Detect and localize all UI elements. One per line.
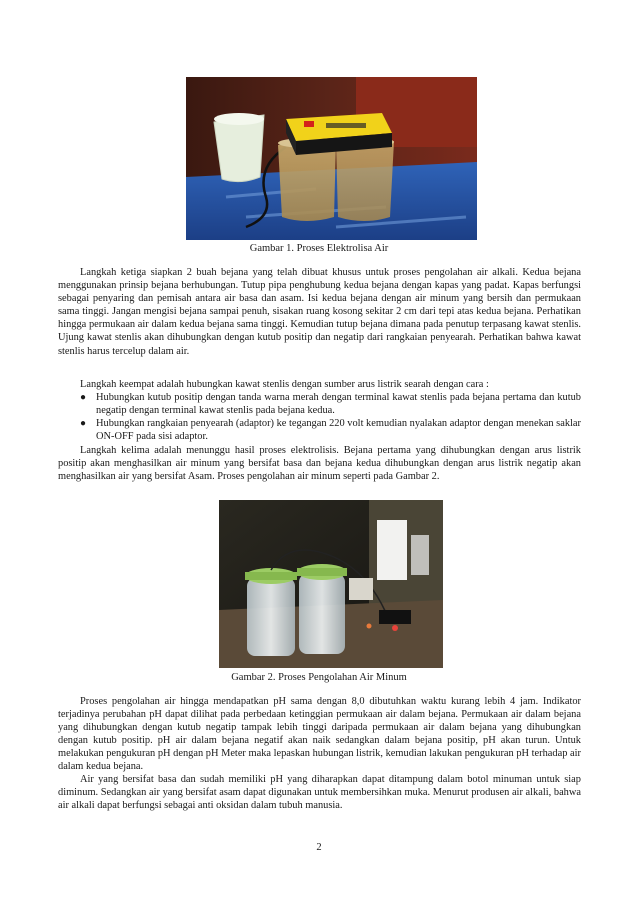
instruction-list (58, 391, 581, 443)
paragraph-proses-pengolahan: Proses pengolahan air hingga mendapatkan pH sama dengan 8,0 dibutuhkan waktu kurang lebih 4 jam. Indikator terjadinya perubahan pH dapat dilihat pada perbedaan ketinggian permukaan air dalam bejana. Permukaan air dalam bejana yang dihubungkan dengan kutub negatip tampak lebih tinggi daripada permukaan air dalam bejana yang dihubungkan dengan kutub positip. pH air dalam bejana negatif akan naik sedangkan dalam bejana positip, pH akan turun. Untuk melakukan pengukuran pH dengan pH Meter maka lepaskan hubungan listrik, kemudian lakukan pengukuran pH terhadap air dalam kedua bejana. (58, 696, 581, 773)
paragraph-langkah-ketiga: Langkah ketiga siapkan 2 buah bejana yang telah dibuat khusus untuk proses pengolahan air alkali. Kedua bejana menggunakan prinsip bejana berhubungan. Tutup pipa penghubung kedua bejana dengan kapas yang padat. Kapas berfungsi sebagai penyaring dan pemisah antara air basa dan asam. Isi kedua bejana dengan air minum yang bersih dan permukaan sama tinggi. Jangan mengisi bejana sampai penuh, sisakan ruang kosong sekitar 2 cm dari tepi atas kedua bejana. Perhatikan hingga permukaan air dalam kedua bejana sama tinggi. Kemudian tutup bejana dimana pada penutup terpasang kawat stenlis. Ujung kawat stenlis akan dihubungkan dengan kutub positip dan negatip dari rangkaian penyearah. Perhatikan bahwa kawat stenlis harus tercelup dalam air. (58, 267, 581, 357)
figure-1-photo (186, 77, 477, 240)
paragraph-langkah-keempat: Langkah keempat adalah hubungkan kawat stenlis dengan sumber arus listrik searah dengan cara : (80, 379, 489, 390)
list-item: ● Hubungkan kutub positip dengan tanda warna merah dengan terminal kawat stenlis pada bejana pertama dan kutub negatip dengan terminal kawat stenlis pada bejana kedua. (80, 392, 581, 417)
figure-2-caption: Gambar 2. Proses Pengolahan Air Minum (231, 672, 407, 683)
figure-2-photo (219, 500, 443, 668)
electrolysis-photo-illustration (186, 77, 477, 240)
figure-1-caption: Gambar 1. Proses Elektrolisa Air (249, 243, 389, 254)
paragraph-langkah-kelima: Langkah kelima adalah menunggu hasil proses elektrolisis. Bejana pertama yang dihubungkan dengan arus listrik positip akan menghasilkan air minum yang bersifat basa dan bejana kedua dihubungkan dengan arus listrik negatip akan menghasilkan air yang bersifat Asam. Proses pengolahan air minum seperti pada Gambar 2. (58, 445, 581, 483)
water-processing-photo-illustration (219, 500, 443, 668)
list-item: ● Hubungkan rangkaian penyearah (adaptor) ke tegangan 220 volt kemudian nyalakan adaptor dengan menekan saklar ON-OFF pada sisi adaptor. (80, 418, 581, 443)
paragraph-air-basa: Air yang bersifat basa dan sudah memiliki pH yang diharapkan dapat ditampung dalam botol minuman untuk siap diminum. Sedangkan air yang bersifat asam dapat digunakan untuk membersihkan muka. Menurut produsen air alkali, bahwa air alkali dapat berfungsi sebagai anti oksidan dalam tubuh manusia. (58, 774, 581, 812)
page-number: 2 (316, 842, 322, 853)
bullet-icon: ● (80, 392, 87, 403)
bullet-icon: ● (80, 418, 87, 430)
